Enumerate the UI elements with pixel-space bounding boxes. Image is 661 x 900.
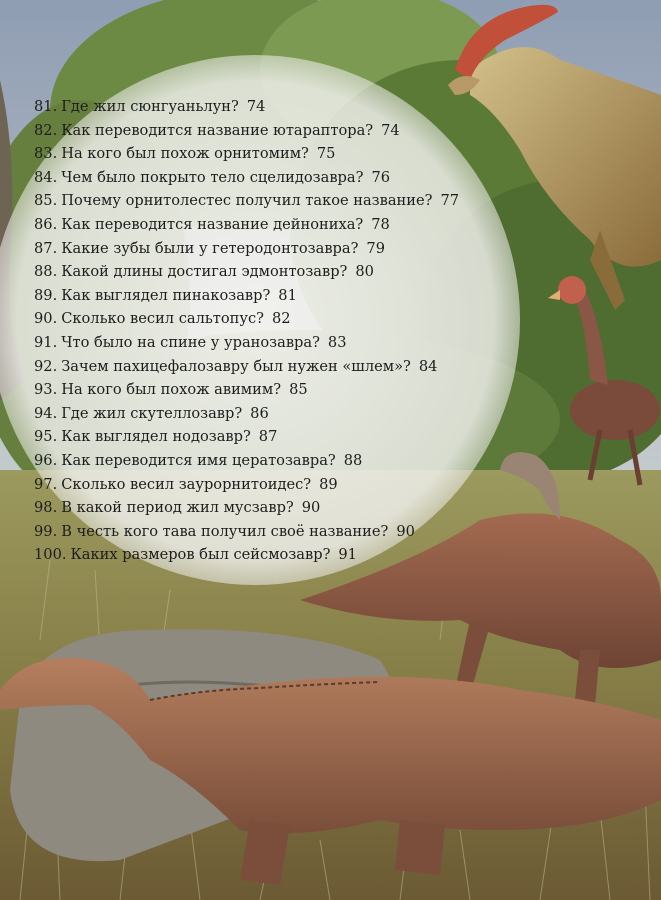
toc-item[interactable]: [34, 189, 474, 213]
toc-item[interactable]: [34, 355, 474, 379]
toc-page-number: 74: [246, 98, 266, 115]
toc-number: 93.: [34, 381, 58, 399]
toc-number: 95.: [34, 428, 58, 446]
toc-title: Сколько весил сальтопус?: [61, 310, 264, 328]
toc-item[interactable]: [34, 543, 474, 567]
toc-title: Какой длины достигал эдмонтозавр?: [61, 263, 348, 281]
toc-title: Какие зубы были у гетеродонтозавра?: [61, 239, 359, 257]
toc-title: Что было на спине у уранозавра?: [61, 333, 320, 351]
toc-page-number: 78: [371, 215, 390, 233]
toc-item[interactable]: [34, 496, 474, 520]
toc-title: Чем было покрыто тело сцелидозавра?: [61, 168, 364, 186]
toc-page-number: 81: [278, 286, 297, 304]
toc-page-number: 84: [418, 357, 438, 375]
toc-item[interactable]: [34, 213, 474, 237]
toc-item[interactable]: [34, 520, 474, 544]
table-of-contents: [34, 95, 474, 567]
toc-page-number: 74: [381, 121, 400, 139]
toc-title: Где жил скутеллозавр?: [61, 404, 243, 422]
toc-item[interactable]: [34, 425, 474, 449]
toc-page-number: 89: [319, 475, 338, 493]
toc-number: 94.: [34, 404, 58, 422]
toc-item[interactable]: [34, 402, 474, 426]
toc-number: 98.: [34, 499, 58, 517]
toc-number: 81.: [34, 98, 58, 115]
toc-title: Как переводится имя цератозавра?: [61, 451, 336, 469]
toc-page-number: 88: [343, 451, 363, 469]
toc-page-number: 86: [250, 404, 269, 422]
toc-title: Сколько весил заурорнитоидес?: [61, 475, 312, 493]
toc-item[interactable]: [34, 237, 474, 261]
toc-item[interactable]: [34, 331, 474, 355]
toc-page-number: 90: [396, 522, 415, 540]
toc-page-number: 91: [338, 546, 357, 564]
toc-number: 89.: [34, 286, 58, 304]
toc-item[interactable]: [34, 473, 474, 497]
toc-title: Каких размеров был сейсмозавр?: [70, 546, 331, 564]
toc-number: 84.: [34, 168, 58, 186]
toc-item[interactable]: [34, 166, 474, 190]
toc-page-number: 90: [301, 499, 321, 517]
toc-item[interactable]: [34, 142, 474, 166]
toc-page-number: 85: [289, 381, 308, 399]
toc-title: Как выглядел пинакозавр?: [61, 286, 271, 304]
toc-item[interactable]: [34, 95, 474, 119]
toc-title: Где жил сюнгуаньлун?: [61, 98, 239, 115]
toc-page-number: 80: [355, 263, 374, 281]
toc-title: В честь кого тава получил своё название?: [61, 522, 389, 540]
toc-title: На кого был похож орнитомим?: [61, 145, 309, 163]
toc-number: 85.: [34, 192, 58, 210]
toc-number: 100.: [34, 546, 67, 564]
toc-title: Как переводится название дейнониха?: [61, 215, 364, 233]
toc-number: 96.: [34, 451, 58, 469]
toc-number: 92.: [34, 357, 58, 375]
toc-number: 90.: [34, 310, 58, 328]
toc-item[interactable]: [34, 284, 474, 308]
toc-item[interactable]: [34, 307, 474, 331]
toc-page-number: 83: [327, 333, 347, 351]
toc-number: 82.: [34, 121, 58, 139]
toc-page-number: 76: [371, 168, 391, 186]
toc-page-number: 79: [366, 239, 385, 257]
toc-title: На кого был похож авимим?: [61, 381, 282, 399]
toc-item[interactable]: [34, 119, 474, 143]
toc-page-number: 77: [440, 192, 460, 210]
toc-title: Как переводится название ютараптора?: [61, 121, 374, 139]
toc-title: Зачем пахицефалозавру был нужен «шлем»?: [61, 357, 411, 375]
toc-number: 88.: [34, 263, 58, 281]
toc-number: 87.: [34, 239, 58, 257]
toc-item[interactable]: [34, 378, 474, 402]
toc-title: Почему орнитолестес получил такое название?: [61, 192, 433, 210]
toc-number: 86.: [34, 215, 58, 233]
toc-title: Как выглядел нодозавр?: [61, 428, 251, 446]
toc-page-number: 75: [316, 145, 336, 163]
toc-item[interactable]: [34, 449, 474, 473]
toc-item[interactable]: [34, 260, 474, 284]
toc-title: В какой период жил мусзавр?: [61, 499, 294, 517]
toc-number: 97.: [34, 475, 58, 493]
toc-number: 83.: [34, 145, 58, 163]
toc-page-number: 87: [258, 428, 278, 446]
toc-page-number: 82: [271, 310, 291, 328]
toc-number: 99.: [34, 522, 58, 540]
toc-number: 91.: [34, 333, 58, 351]
